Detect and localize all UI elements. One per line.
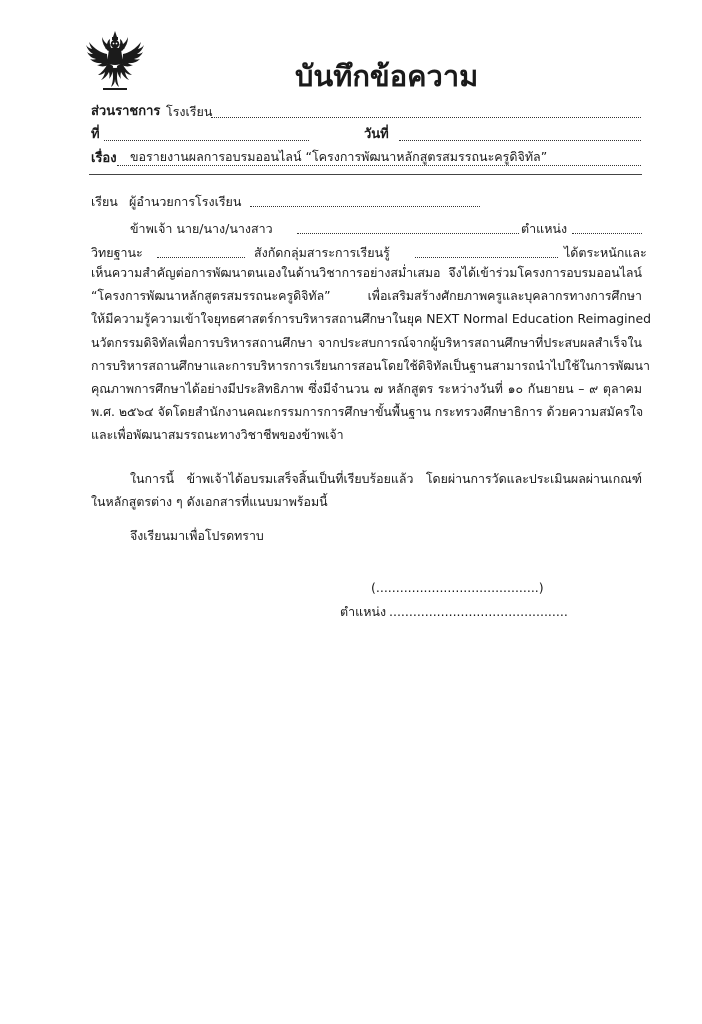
paragraph-2-line-2-wrap xyxy=(91,490,328,513)
subject-dots xyxy=(117,165,641,166)
learning-area-label: สังกัดกลุ่มสาระการเรียนรู้ xyxy=(254,245,390,260)
signature-position-dots: ............................................. xyxy=(389,604,568,619)
signature-position-label: ตำแหน่ง xyxy=(340,604,387,619)
subject-value: ขอรายงานผลการอบรมออนไลน์ “โครงการพัฒนาหลักสูตรสมรรถนะครูดิจิทัล” xyxy=(130,149,548,164)
learning-area-dots xyxy=(415,257,558,258)
position-dots xyxy=(572,233,642,234)
paragraph-1-line: พ.ศ. ๒๕๖๔ จัดโดยสำนักงานคณะกรรมการการศึกษาขั้นพื้นฐาน กระทรวงศึกษาธิการ ด้วยความสมัครใจ xyxy=(91,404,644,420)
paragraph-2-line: ในการนี้ ข้าพเจ้าได้อบรมเสร็จสิ้นเป็นที่เรียบร้อยแล้ว โดยผ่านการวัดและประเมินผลผ่านเกณฑ์ xyxy=(130,471,642,486)
paragraph-1-line: เห็นความสำคัญต่อการพัฒนาตนเองในด้านวิชาการอย่างสม่ำเสมอ จึงได้เข้าร่วมโครงการอบรมออนไลน์ xyxy=(91,265,642,280)
position-label: ตำแหน่ง xyxy=(521,221,568,236)
ref-label: ที่ xyxy=(91,127,100,142)
date-label: วันที่ xyxy=(364,127,389,142)
paragraph-1 xyxy=(91,261,651,447)
aware-text: ได้ตระหนักและ xyxy=(564,245,647,260)
paragraph-1-line: การบริหารสถานศึกษาและการบริหารการเรียนการสอนโดยใช้ดิจิทัลเป็นฐานสามารถนำไปใช้ในการพัฒนา xyxy=(91,357,650,373)
agency-value: โรงเรียน xyxy=(166,104,213,119)
agency-dots xyxy=(211,117,641,118)
subject-label: เรื่อง xyxy=(91,151,117,166)
paragraph-1-line: ให้มีความรู้ความเข้าใจยุทธศาสตร์การบริหารสถานศึกษาในยุค NEXT Normal Education Reimagined xyxy=(91,311,651,327)
salutation-label: เรียน xyxy=(91,194,118,209)
memo-title: บันทึกข้อความ xyxy=(295,59,479,93)
salutation-dots xyxy=(250,206,480,207)
paragraph-1-line: คุณภาพการศึกษาได้อย่างมีประสิทธิภาพ ซึ่งมีจำนวน ๗ หลักสูตร ระหว่างวันที่ ๑๐ กันยายน – ๙ ตุลาคม xyxy=(91,381,642,397)
paragraph-1-line: และเพื่อพัฒนาสมรรถนะทางวิชาชีพของข้าพเจ้า xyxy=(91,427,344,443)
date-dots xyxy=(399,140,641,141)
paragraph-1-line: นวัตกรรมดิจิทัลเพื่อการบริหารสถานศึกษา จากประสบการณ์จากผู้บริหารสถานศึกษาที่ประสบผลสำเร็จใน xyxy=(91,334,642,350)
signature-name-placeholder: (.........................................) xyxy=(371,580,544,595)
header-rule xyxy=(89,174,642,175)
paragraph-2-line-1-wrap xyxy=(130,467,642,490)
salutation-value: ผู้อำนวยการโรงเรียน xyxy=(129,194,242,209)
academic-rank-dots xyxy=(157,257,245,258)
closing-text: จึงเรียนมาเพื่อโปรดทราบ xyxy=(130,528,264,543)
agency-label: ส่วนราชการ xyxy=(91,104,161,119)
garuda-emblem xyxy=(86,30,144,94)
academic-rank-label: วิทยฐานะ xyxy=(91,245,143,260)
name-dots xyxy=(297,233,519,234)
paragraph-2-line: ในหลักสูตรต่าง ๆ ดังเอกสารที่แนบมาพร้อมนี้ xyxy=(91,494,328,509)
ref-dots xyxy=(104,140,309,141)
paragraph-1-line: “โครงการพัฒนาหลักสูตรสมรรถนะครูดิจิทัล” เพื่อเสริมสร้างศักยภาพครูและบุคลากรทางการศึกษา xyxy=(91,288,642,304)
name-prefix-label: ข้าพเจ้า นาย/นาง/นางสาว xyxy=(130,221,273,236)
